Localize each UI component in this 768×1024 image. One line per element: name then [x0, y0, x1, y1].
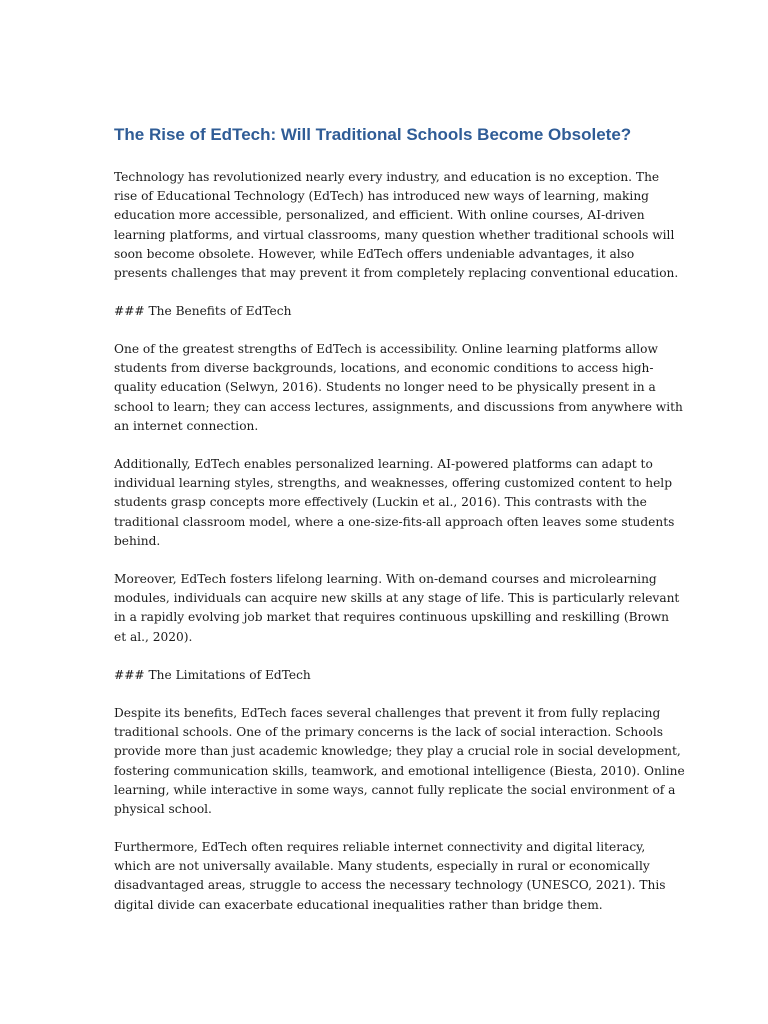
benefits-p1-line: One of the greatest strengths of EdTech is accessibility. Online learning platforms allow — [114, 342, 658, 356]
section-heading-limitations — [114, 666, 659, 685]
limitations-p1-line: physical school. — [114, 802, 212, 817]
intro-paragraph — [114, 168, 679, 283]
benefits-p1-line: students from diverse backgrounds, locations, and economic conditions to access high- — [114, 361, 654, 376]
benefits-p3-line: Moreover, EdTech fosters lifelong learning. With on-demand courses and microlearning — [114, 572, 657, 586]
limitations-paragraph-connectivity — [114, 838, 666, 915]
intro-line: presents challenges that may prevent it from completely replacing conventional education. — [114, 266, 679, 281]
limitations-p1-line: provide more than just academic knowledge; they play a crucial role in social development, — [114, 744, 681, 759]
section-heading-benefits — [114, 302, 659, 321]
benefits-p1-line: an internet connection. — [114, 418, 259, 433]
intro-line: education more accessible, personalized, and efficient. With online courses, AI-driven — [114, 208, 645, 223]
benefits-paragraph-accessibility — [114, 340, 683, 436]
benefits-p2-line: traditional classroom model, where a one-size-fits-all approach often leaves some students — [114, 514, 675, 529]
heading-line: ### The Benefits of EdTech — [114, 304, 292, 318]
limitations-p2-line: digital divide can exacerbate educational inequalities rather than bridge them. — [114, 897, 603, 912]
benefits-p1-line: quality education (Selwyn, 2016). Students no longer need to be physically present in a — [114, 380, 656, 395]
intro-line: soon become obsolete. However, while EdTech offers undeniable advantages, it also — [114, 246, 635, 261]
limitations-p1-line: traditional schools. One of the primary concerns is the lack of social interaction. Schools — [114, 725, 664, 740]
heading-line: ### The Limitations of EdTech — [114, 668, 311, 682]
benefits-p2-line: individual learning styles, strengths, and weaknesses, offering customized content to help — [114, 476, 673, 491]
limitations-p1-line: learning, while interactive in some ways, cannot fully replicate the social environment of a — [114, 782, 676, 797]
limitations-p2-line: Furthermore, EdTech often requires reliable internet connectivity and digital literacy, — [114, 840, 646, 854]
intro-line: rise of Educational Technology (EdTech) has introduced new ways of learning, making — [114, 189, 649, 204]
benefits-p1-line: school to learn; they can access lectures, assignments, and discussions from anywhere with — [114, 399, 683, 414]
benefits-p3-line: et al., 2020). — [114, 629, 193, 644]
limitations-p1-line: Despite its benefits, EdTech faces several challenges that prevent it from fully replacing — [114, 706, 661, 720]
benefits-paragraph-lifelong — [114, 570, 680, 647]
limitations-p2-line: disadvantaged areas, struggle to access the necessary technology (UNESCO, 2021). This — [114, 878, 666, 893]
benefits-p2-line: Additionally, EdTech enables personalized learning. AI-powered platforms can adapt to — [114, 457, 653, 471]
benefits-paragraph-personalized — [114, 455, 675, 551]
benefits-p2-line: behind. — [114, 533, 161, 548]
benefits-p2-line: students grasp concepts more effectively (Luckin et al., 2016). This contrasts with the — [114, 495, 647, 510]
benefits-p3-line: in a rapidly evolving job market that requires continuous upskilling and reskilling (Brown — [114, 610, 669, 625]
benefits-p3-line: modules, individuals can acquire new skills at any stage of life. This is particularly relevant — [114, 591, 680, 606]
limitations-p2-line: which are not universally available. Many students, especially in rural or economically — [114, 859, 650, 874]
intro-line: learning platforms, and virtual classrooms, many question whether traditional schools will — [114, 227, 675, 242]
intro-line: Technology has revolutionized nearly every industry, and education is no exception. The — [114, 170, 660, 184]
limitations-p1-line: fostering communication skills, teamwork, and emotional intelligence (Biesta, 2010). Online — [114, 763, 685, 778]
document-title: The Rise of EdTech: Will Traditional Schools Become Obsolete? — [114, 125, 632, 144]
limitations-paragraph-social — [114, 704, 685, 819]
